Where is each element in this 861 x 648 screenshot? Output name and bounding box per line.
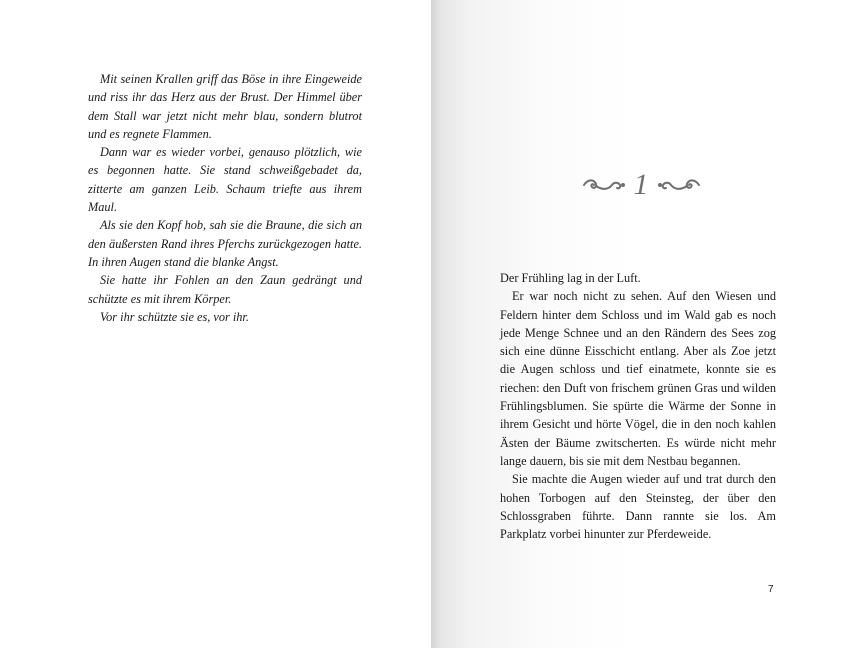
paragraph: Er war noch nicht zu sehen. Auf den Wiesen und Feldern hinter dem Schloss und im Wald gab es noch jede Menge Schnee und an den Rändern des Sees zog sich eine dünne Eisschicht entlang. Aber als Zoe jetzt die Augen schloss und tief einatmete, konnte sie es riechen: den Duft von frischem grünen Gras und wilden Frühlingsblumen. Sie spürte die Wärme der Sonne in ihrem Gesicht und hörte Vögel, die in den noch kahlen Ästen der Bäume zwitscherten. Es würde nicht mehr lange dauern, bis sie mit dem Nestbau begannen. [500,289,776,468]
paragraph: Vor ihr schützte sie es, vor ihr. [100,309,249,324]
right-page [431,0,861,648]
paragraph: Als sie den Kopf hob, sah sie die Braune, die sich an den äußersten Rand ihres Pferchs zurückgezogen hatte. In ihren Augen stand die blanke Angst. [88,218,362,269]
chapter-heading [576,165,706,205]
paragraph: Sie machte die Augen wieder auf und trat durch den hohen Torbogen auf den Steinsteg, der über den Schlossgraben führte. Dann rannte sie los. Am Parkplatz vorbei hinunter zur Pferdeweide. [500,472,776,542]
prologue-text [88,70,362,326]
scroll-flourish-left-icon [582,176,626,194]
paragraph: Der Frühling lag in der Luft. [500,271,641,285]
paragraph: Dann war es wieder vorbei, genauso plötzlich, wie es begonnen hatte. Sie stand schweißgebadet da, zitterte am ganzen Leib. Schaum triefte aus ihrem Maul. [88,145,362,215]
paragraph: Mit seinen Krallen griff das Böse in ihre Eingeweide und riss ihr das Herz aus der Brust. Der Himmel über dem Stall war jetzt nicht mehr blau, sondern blutrot und es regnete Flammen. [88,72,362,141]
page-number: 7 [768,584,774,595]
scroll-flourish-right-icon [657,176,701,194]
chapter-number: 1 [633,168,649,201]
paragraph: Sie hatte ihr Fohlen an den Zaun gedrängt und schützte es mit ihrem Körper. [88,273,362,306]
chapter-text [500,269,776,543]
